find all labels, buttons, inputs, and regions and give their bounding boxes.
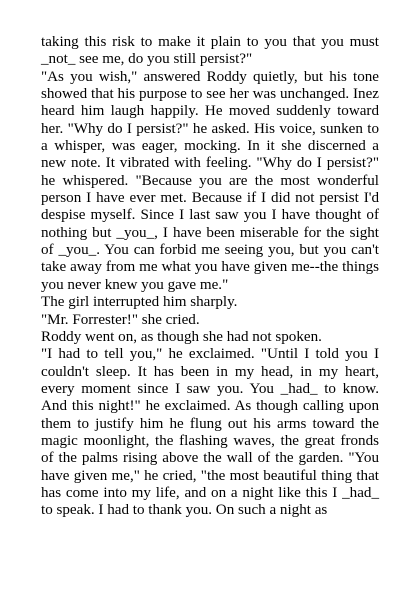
- paragraph-5: Roddy went on, as though she had not spoken.: [41, 328, 322, 345]
- paragraph-1: taking this risk to make it plain to you that you must _not_ see me, do you still persist?": [41, 34, 379, 68]
- paragraph-2: "As you wish," answered Roddy quietly, but his tone showed that his purpose to see her was unchanged. Inez heard him laugh happily. He moved suddenly toward her. "Why do I persist?" he asked. His voice, sunken to a whisper, was eager, mocking. In it she discerned a new note. It vibrated with feeling. "Why do I persist?" he whispered. "Because you are the most wonderful person I have ever met. Because if I did not persist I'd despise myself. Since I last saw you I have thought of nothing but _you_, I have been miserable for the sight of _you_. You can forbid me seeing you, but you can't take away from me what you have given me--the things you never knew you gave me.": [41, 68, 379, 293]
- paragraph-4: "Mr. Forrester!" she cried.: [41, 311, 200, 328]
- paragraph-3: The girl interrupted him sharply.: [41, 294, 238, 311]
- book-page-text: [41, 34, 379, 520]
- paragraph-6: "I had to tell you," he exclaimed. "Until I told you I couldn't sleep. It has been in my head, in my heart, every moment since I saw you. You _had_ to know. And this night!" he exclaimed. As though calling upon them to justify him he flung out his arms toward the magic moonlight, the flashing waves, the great fronds of the palms rising above the wall of the garden. "You have given me," he cried, "the most beautiful thing that has come into my life, and on a night like this I _had_ to speak. I had to thank you. On such a night as: [41, 346, 379, 519]
